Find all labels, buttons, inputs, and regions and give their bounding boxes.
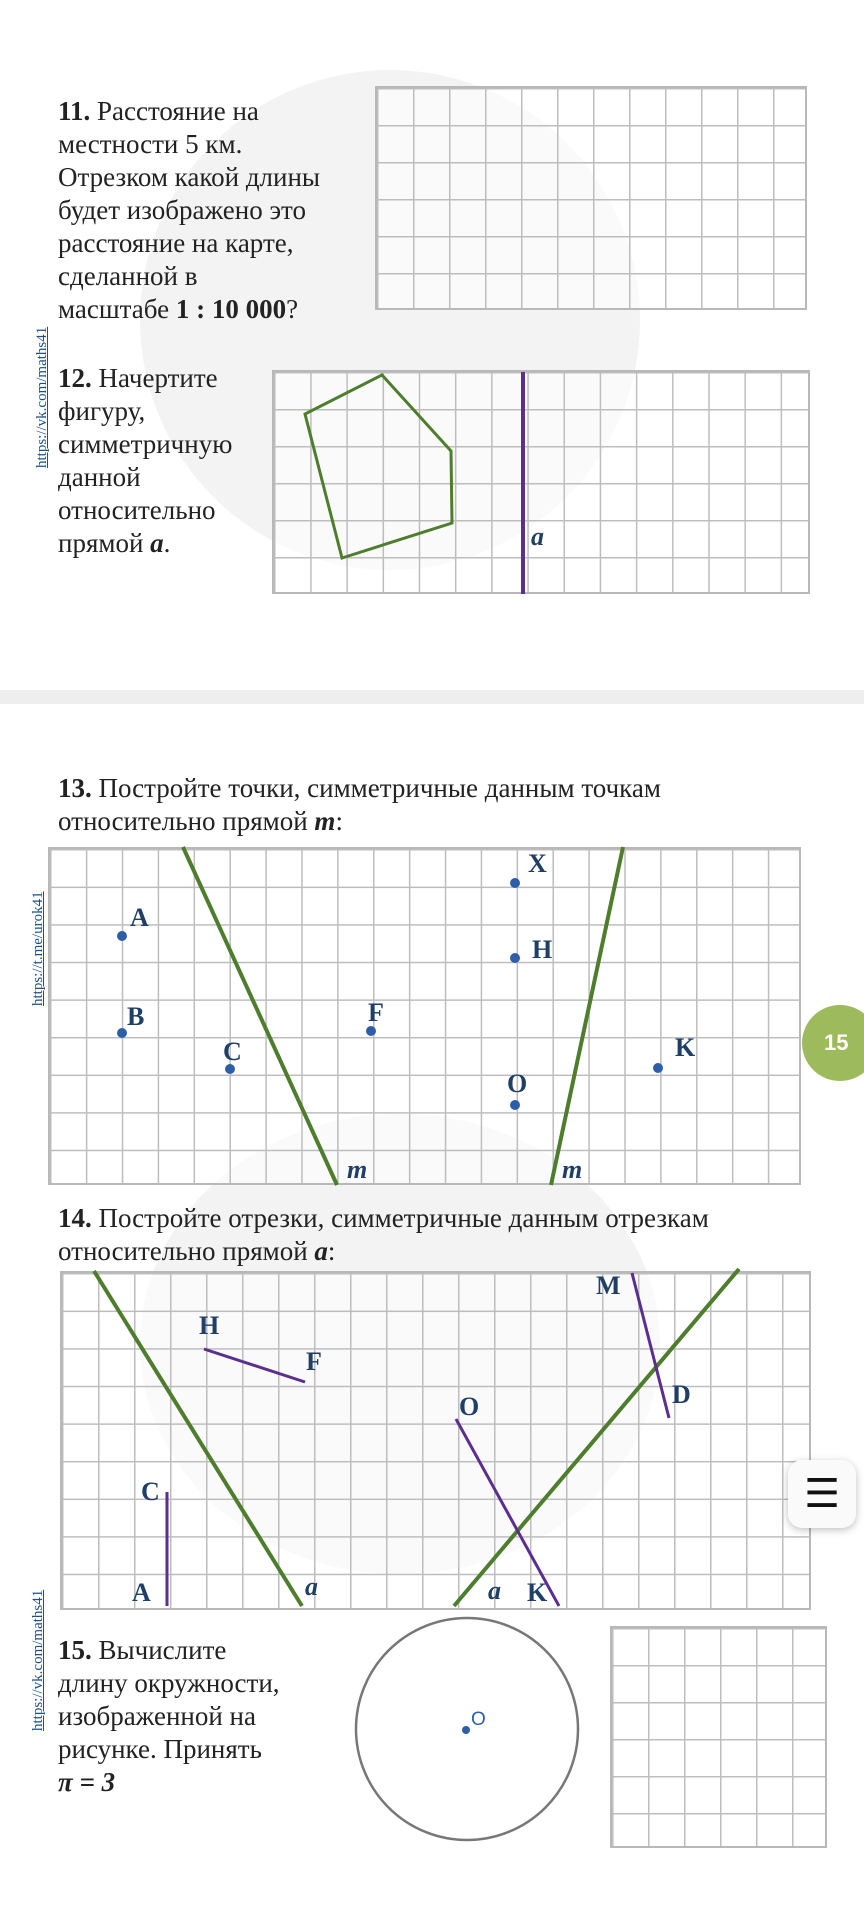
vk-link[interactable]: https://vk.com/maths41 bbox=[30, 1589, 46, 1731]
vk-link[interactable]: https://vk.com/maths41 bbox=[34, 326, 50, 468]
segment-h-label: H bbox=[199, 1311, 220, 1340]
task-15-text: 15. Вычислите длину окружности, изображенной на рисунке. Принять π = 3 bbox=[58, 1635, 280, 1797]
circle-center-point bbox=[462, 1726, 470, 1734]
point-h-label: H bbox=[532, 935, 553, 964]
segment-f-label: F bbox=[306, 1347, 322, 1376]
point-o-label: O bbox=[507, 1069, 528, 1098]
segment-m-label: M bbox=[596, 1271, 621, 1300]
task-12-text: 12. Начертите фигуру, симметричную данной относительно прямой a. bbox=[58, 363, 233, 558]
task-11-text: 11. Расстояние на местности 5 км. Отрезком какой длины будет изображено это расстояние на карте, сделанной в масштабе 1 : 10 000? bbox=[58, 96, 321, 324]
line-m-right-label: m bbox=[562, 1155, 583, 1184]
point-x-label: X bbox=[528, 849, 547, 878]
answer-grid-15 bbox=[610, 1626, 827, 1848]
pentagon-figure bbox=[305, 375, 452, 558]
circle-center-label: O bbox=[471, 1709, 486, 1730]
segment-d-label: D bbox=[672, 1380, 691, 1409]
page-number-badge: 15 bbox=[802, 1005, 864, 1081]
point-c-label: C bbox=[223, 1037, 242, 1066]
segment-o-label: O bbox=[459, 1392, 480, 1421]
axis-a-label: a bbox=[531, 522, 544, 551]
telegram-link[interactable]: https://t.me/urok41 bbox=[30, 891, 46, 1006]
line-a-right-label: a bbox=[488, 1576, 501, 1605]
task-13-text: 13. Постройте точки, симметричные данным точкам относительно прямой m: bbox=[58, 773, 661, 836]
segment-c-label: C bbox=[141, 1477, 160, 1506]
page-1 bbox=[0, 0, 864, 690]
point-k-label: K bbox=[675, 1033, 696, 1062]
segment-k-label: K bbox=[527, 1578, 548, 1607]
segment-a-label: A bbox=[132, 1578, 151, 1607]
line-m-left-label: m bbox=[347, 1155, 368, 1184]
point-a-label: A bbox=[130, 903, 149, 932]
task-14-text: 14. Постройте отрезки, симметричные данным отрезкам относительно прямой a: bbox=[58, 1203, 709, 1266]
hamburger-menu-icon[interactable]: ☰ bbox=[788, 1460, 856, 1528]
line-a-left-label: a bbox=[305, 1572, 318, 1601]
point-f-label: F bbox=[368, 998, 384, 1027]
page-separator bbox=[0, 690, 864, 704]
point-b-label: B bbox=[127, 1002, 145, 1031]
page-2 bbox=[0, 704, 864, 1920]
figure-12 bbox=[0, 0, 864, 690]
